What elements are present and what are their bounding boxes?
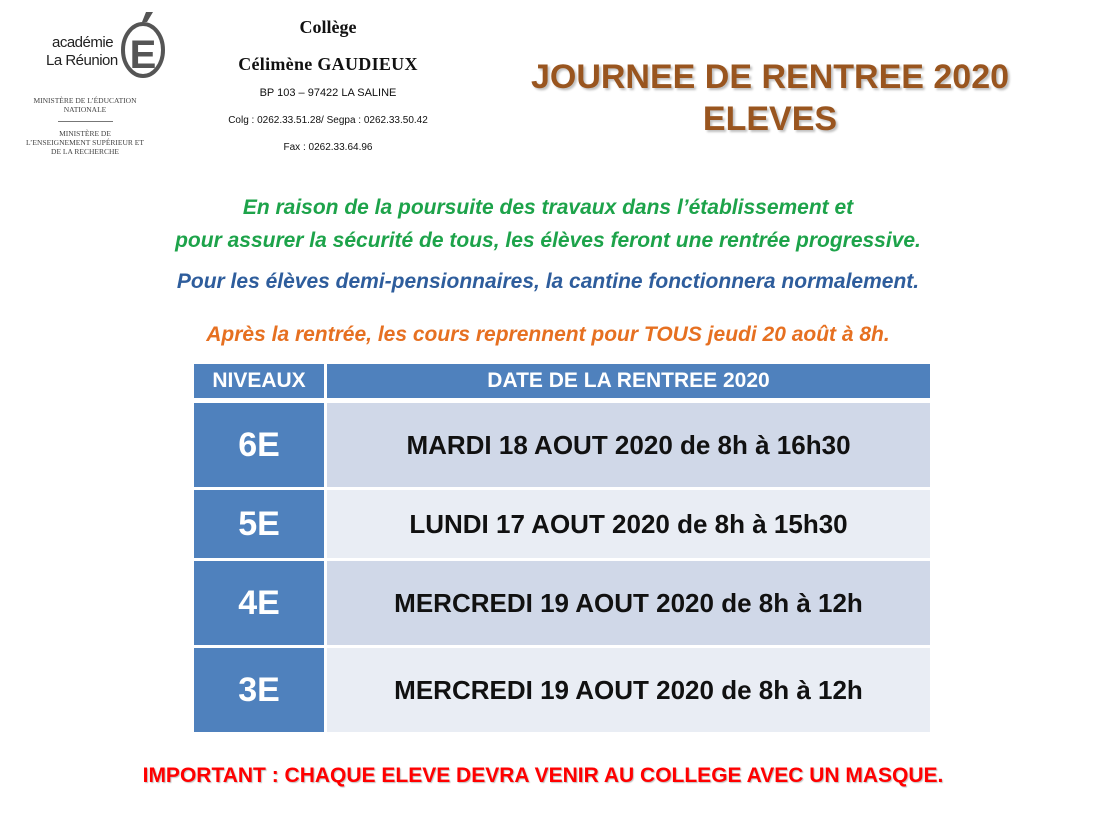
date-cell: MERCREDI 19 AOUT 2020 de 8h à 12h [327, 648, 930, 732]
college-label: Collège [299, 17, 357, 37]
notice-canteen: Pour les élèves demi-pensionnaires, la cantine fonctionnera normalement. [176, 270, 920, 293]
level-cell: 5E [194, 490, 327, 558]
table-row [194, 490, 930, 561]
notice-reason-line-2: pour assurer la sécurité de tous, les élèves feront une rentrée progressive. [175, 229, 921, 252]
level-cell: 6E [194, 403, 327, 487]
level-cell: 3E [194, 648, 327, 732]
rentree-schedule-table [194, 364, 930, 735]
logo-academie-text: académie [52, 34, 114, 51]
logo-divider [58, 121, 113, 122]
ministry-education-text: MINISTÈRE DE L’ÉDUCATION NATIONALE [33, 96, 137, 114]
academie-logo [26, 8, 180, 158]
date-cell: MARDI 18 AOUT 2020 de 8h à 16h30 [327, 403, 930, 487]
header-date: DATE DE LA RENTREE 2020 [327, 364, 930, 398]
ministry-research-text: MINISTÈRE DE L’ENSEIGNEMENT SUPÉRIEUR ET DE LA RECHERCHE [26, 129, 144, 156]
page-title [500, 56, 1040, 140]
college-fax: Fax : 0262.33.64.96 [283, 142, 373, 153]
date-cell: LUNDI 17 AOUT 2020 de 8h à 15h30 [327, 490, 930, 558]
college-address: BP 103 – 97422 LA SALINE [259, 87, 397, 99]
table-row [194, 403, 930, 490]
table-row [194, 561, 930, 648]
e-emblem-icon [120, 10, 166, 78]
notice-after-rentree: Après la rentrée, les cours reprennent pour TOUS jeudi 20 août à 8h. [206, 323, 890, 346]
college-name: Célimène GAUDIEUX [238, 54, 418, 74]
svg-text:E: E [129, 33, 157, 77]
college-header [200, 14, 456, 153]
level-cell: 4E [194, 561, 327, 645]
title-line-2: ELEVES [702, 100, 838, 138]
header-niveaux: NIVEAUX [194, 364, 327, 398]
logo-region-text: La Réunion [46, 52, 118, 69]
title-line-1: JOURNEE DE RENTREE 2020 [530, 58, 1010, 96]
notice-reason-line-1: En raison de la poursuite des travaux dans l’établissement et [242, 196, 854, 219]
college-phones: Colg : 0262.33.51.28/ Segpa : 0262.33.50.42 [228, 115, 428, 126]
table-row [194, 648, 930, 735]
date-cell: MERCREDI 19 AOUT 2020 de 8h à 12h [327, 561, 930, 645]
important-mask-notice: IMPORTANT : CHAQUE ELEVE DEVRA VENIR AU COLLEGE AVEC UN MASQUE. [142, 764, 944, 787]
table-header-row [194, 364, 930, 403]
